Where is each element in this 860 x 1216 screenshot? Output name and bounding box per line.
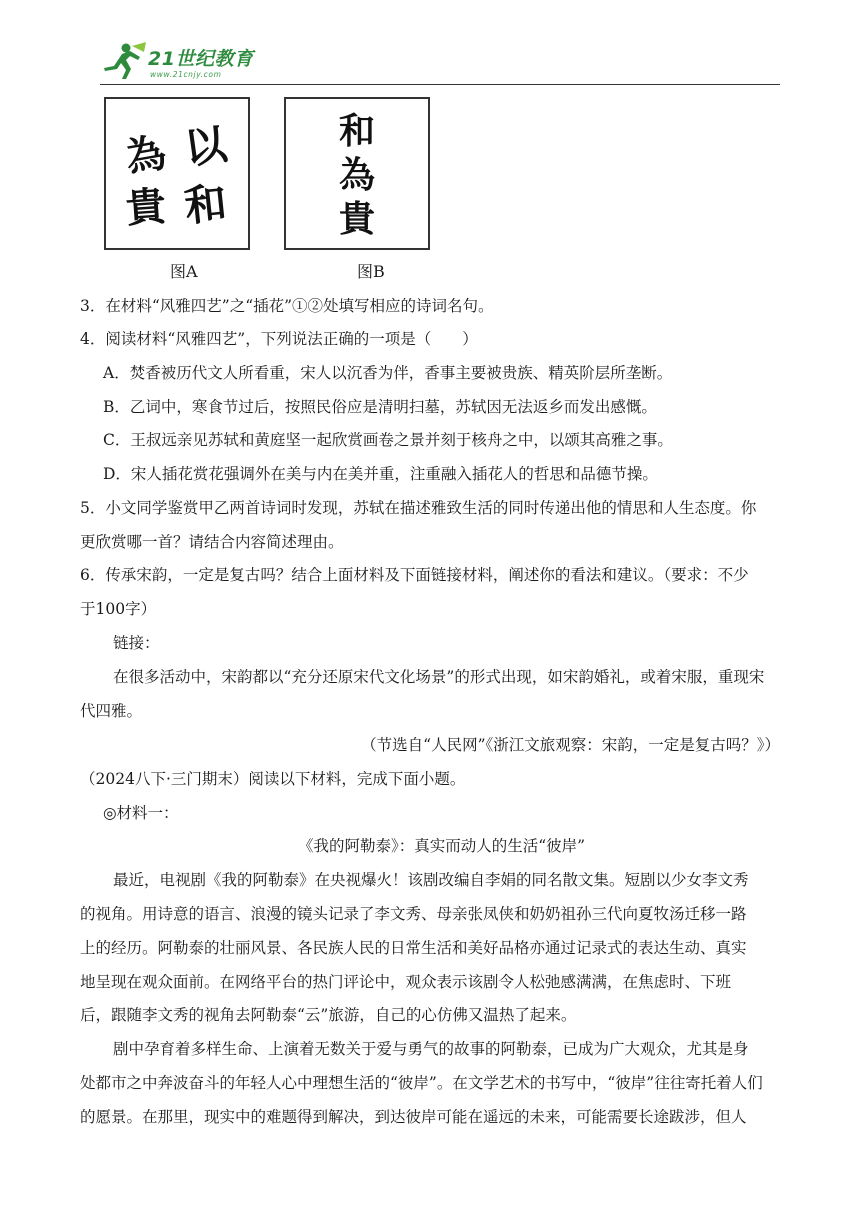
question-6-line-1: 6．传承宋韵，一定是复古吗？结合上面材料及下面链接材料，阐述你的看法和建议。（要求：不少	[80, 566, 749, 584]
question-6-line-2: 于100字）	[80, 600, 157, 618]
figure-b-caption: 图B	[357, 262, 385, 281]
figure-b-calligraphy	[284, 97, 430, 250]
paragraph-1-line-5: 后，跟随李文秀的视角去阿勒泰“云”旅游，自己的心仿佛又温热了起来。	[80, 1006, 577, 1024]
figure-a-calligraphy	[104, 97, 250, 250]
paragraph-1-line-3: 上的经历。阿勒泰的壮丽风景、各民族人民的日常生活和美好品格亦通过记录式的表达生动、真实	[80, 939, 747, 957]
header-rule	[100, 84, 780, 85]
question-4: 4．阅读材料“风雅四艺”，下列说法正确的一项是（ ）	[80, 330, 478, 348]
link-label: 链接：	[113, 634, 160, 652]
figure-a-caption: 图A	[170, 262, 198, 281]
runner-logo-icon	[100, 42, 148, 80]
site-logo	[100, 40, 275, 84]
paragraph-2-line-3: 的愿景。在那里，现实中的难题得到解决，到达彼岸可能在遥远的未来，可能需要长途跋涉，但人	[80, 1108, 747, 1126]
question-3: 3．在材料“风雅四艺”之“插花”①②处填写相应的诗词名句。	[80, 297, 494, 315]
figure-a-char-2: 和	[182, 177, 230, 232]
link-text-line-2: 代四雅。	[80, 702, 143, 720]
figure-a-char-3: 為	[121, 128, 170, 183]
figure-b-char-3: 貴	[338, 198, 376, 240]
logo-text: 21世纪教育	[148, 48, 254, 70]
link-text-line-1: 在很多活动中，宋韵都以“充分还原宋代文化场景”的形式出现，如宋韵婚礼，或着宋服，重现宋	[113, 668, 765, 686]
option-a: A．焚香被历代文人所看重，宋人以沉香为伴，香事主要被贵族、精英阶层所垄断。	[103, 364, 673, 382]
paragraph-1-line-2: 的视角。用诗意的语言、浪漫的镜头记录了李文秀、母亲张凤侠和奶奶祖孙三代向夏牧汤迁移一路	[80, 905, 747, 923]
link-source: （节选自“人民网”《浙江文旅观察：宋韵，一定是复古吗？》）	[361, 736, 780, 754]
option-c: C．王叔远亲见苏轼和黄庭坚一起欣赏画卷之景并刻于核舟之中，以颂其高雅之事。	[103, 431, 673, 449]
figure-b-char-2: 為	[338, 154, 376, 196]
figure-a-char-1: 以	[181, 119, 230, 174]
logo-url: www.21cnjy.com	[150, 70, 222, 79]
option-b: B．乙词中，寒食节过后，按照民俗应是清明扫墓，苏轼因无法返乡而发出感慨。	[103, 398, 657, 416]
figure-a-char-4: 貴	[124, 182, 168, 233]
figure-b-char-1: 和	[338, 110, 376, 152]
paragraph-2-line-2: 处都市之中奔波奋斗的年轻人心中理想生活的“彼岸”。在文学艺术的书写中，“彼岸”往往寄托着人们	[80, 1074, 763, 1092]
question-5-line-1: 5．小文同学鉴赏甲乙两首诗词时发现，苏轼在描述雅致生活的同时传递出他的情思和人生态度。你	[80, 499, 757, 517]
paragraph-1-line-1: 最近，电视剧《我的阿勒泰》在央视爆火！该剧改编自李娟的同名散文集。短剧以少女李文秀	[113, 871, 749, 889]
paragraph-2-line-1: 剧中孕育着多样生命、上演着无数关于爱与勇气的故事的阿勒泰，已成为广大观众，尤其是身	[113, 1040, 749, 1058]
option-d: D．宋人插花赏花强调外在美与内在美并重，注重融入插花人的哲思和品德节操。	[103, 465, 658, 483]
material-one-label: ◎材料一：	[103, 804, 179, 822]
section-intro: （2024八下·三门期末）阅读以下材料，完成下面小题。	[80, 770, 466, 788]
paragraph-1-line-4: 地呈现在观众面前。在网络平台的热门评论中，观众表示该剧令人松弛感满满，在焦虑时、下班	[80, 973, 732, 991]
question-5-line-2: 更欣赏哪一首？请结合内容简述理由。	[80, 533, 344, 551]
article-title: 《我的阿勒泰》：真实而动人的生活“彼岸”	[298, 837, 586, 855]
page-header	[0, 0, 860, 90]
